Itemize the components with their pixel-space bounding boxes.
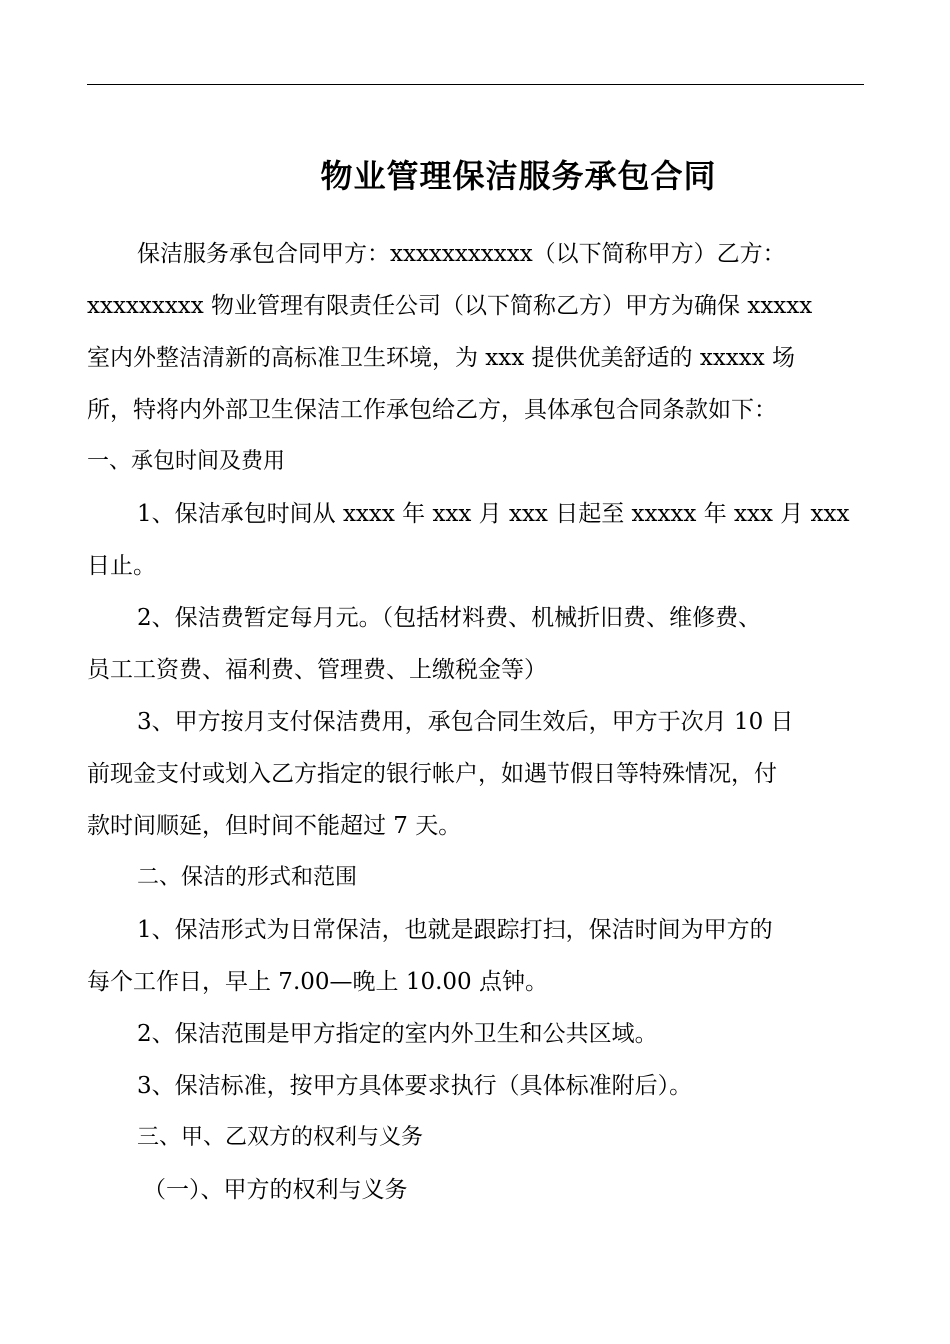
text-line: 1、保洁承包时间从 xxxx 年 xxx 月 xxx 日起至 xxxxx 年 xxx 月 xxx (137, 501, 850, 527)
document-body (87, 228, 864, 1216)
section2-item2: 2、保洁范围是甲方指定的室内外卫生和公共区域。 (137, 1021, 658, 1047)
text-line: 款时间顺延，但时间不能超过 7 天。 (87, 813, 462, 839)
section1-item1 (87, 488, 864, 592)
text-line: 所，特将内外部卫生保洁工作承包给乙方，具体承包合同条款如下： (87, 397, 777, 423)
text-line: xxxxxxxxx 物业管理有限责任公司（以下简称乙方）甲方为确保 xxxxx (87, 293, 813, 319)
text-line: 每个工作日，早上 7.00—晚上 10.00 点钟。 (87, 969, 548, 995)
text-line: 3、甲方按月支付保洁费用，承包合同生效后，甲方于次月 10 日 (137, 709, 794, 735)
section3-sub-heading: （一）、甲方的权利与义务 (143, 1177, 408, 1203)
section-heading-1: 一、承包时间及费用 (87, 449, 286, 474)
section1-item2 (87, 592, 864, 696)
text-line: 保洁服务承包合同甲方：xxxxxxxxxxx（以下简称甲方）乙方： (137, 241, 786, 267)
text-line: 2、保洁费暂定每月元。（包括材料费、机械折旧费、维修费、 (137, 605, 762, 631)
section2-item3: 3、保洁标准，按甲方具体要求执行（具体标准附后）。 (137, 1073, 693, 1099)
section2-item1 (87, 904, 864, 1008)
section-heading-2: 二、保洁的形式和范围 (137, 865, 358, 890)
text-line: 1、保洁形式为日常保洁，也就是跟踪打扫，保洁时间为甲方的 (137, 917, 773, 943)
intro-paragraph (87, 228, 864, 436)
section-heading-3: 三、甲、乙双方的权利与义务 (137, 1125, 424, 1150)
header-rule (87, 84, 864, 85)
text-line: 员工工资费、福利费、管理费、上缴税金等） (87, 657, 547, 683)
section1-item3 (87, 696, 864, 852)
text-line: 日止。 (87, 553, 156, 579)
text-line: 室内外整洁清新的高标准卫生环境，为 xxx 提供优美舒适的 xxxxx 场 (87, 345, 796, 371)
text-line: 前现金支付或划入乙方指定的银行帐户，如遇节假日等特殊情况，付 (87, 761, 777, 787)
document-title: 物业管理保洁服务承包合同 (320, 157, 717, 195)
